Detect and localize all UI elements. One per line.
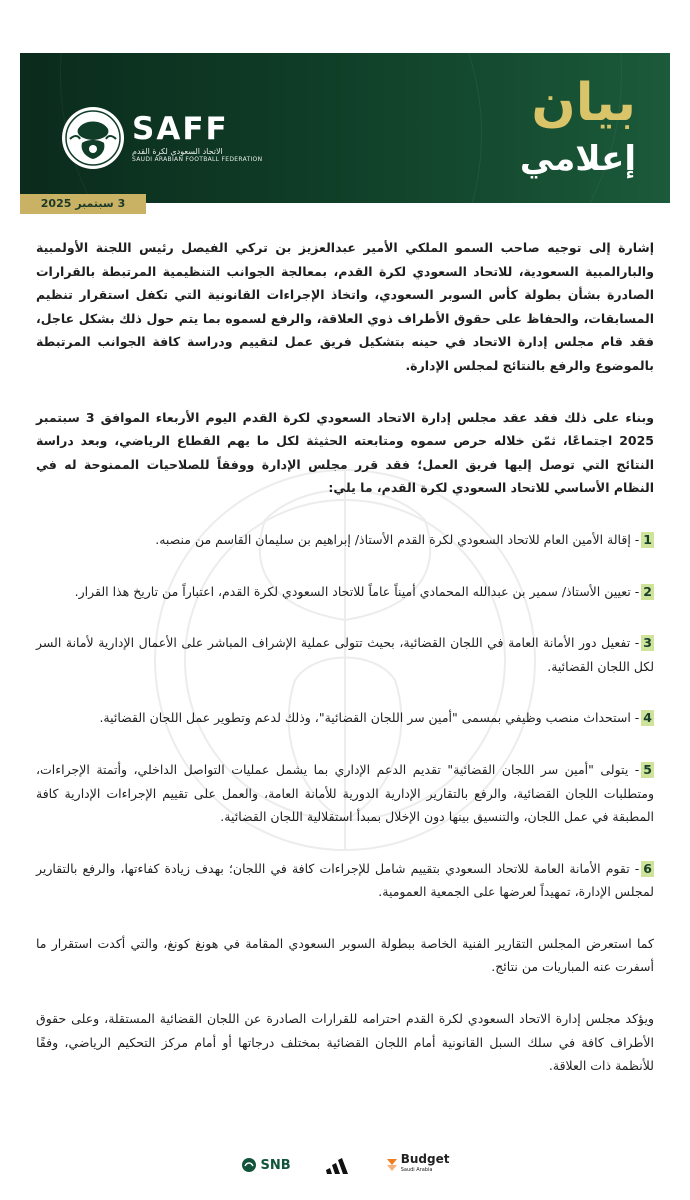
decision-number: 1 (643, 531, 652, 547)
decision-item (36, 631, 654, 678)
sponsor-budget-region: Saudi Arabia (400, 1167, 433, 1173)
decision-text: - تقوم الأمانة العامة للاتحاد السعودي بتقييم شامل للإجراءات كافة في اللجان؛ بهدف زيادة كفاءتها، والرفع بالتقارير لمجلس الإدارة، تمهيداً لعرضها على الجمعية العمومية. (36, 860, 654, 900)
decision-number: 4 (643, 710, 652, 726)
sponsor-snb-label: SNB (260, 1157, 291, 1173)
intro-paragraph: إشارة إلى توجيه صاحب السمو الملكي الأمير عبدالعزيز بن تركي الفيصل رئيس اللجنة الأولمبية والبارالمبية السعودية، للاتحاد السعودي لكرة القدم، بمعالجة الجوانب التنظيمية المرتبطة بالقرارات الصادرة بشأن بطولة كأس السوبر السعودي، واتخاذ الإجراءات القانونية التي تكفل استقرار تنظيم المسابقات، والحفاظ على حقوق الأطراف ذوي العلاقة، والرفع لسموه بما يتم حول ذلك بشكل عاجل، فقد قام مجلس إدارة الاتحاد في حينه بتشكيل فريق عمل لتقييم ودراسة كافة الجوانب المرتبطة بالموضوع والرفع بالنتائج لمجلس الإدارة. (36, 240, 654, 373)
decision-number: 6 (643, 860, 652, 876)
adidas-logo-icon (325, 1156, 353, 1174)
decision-text: - استحداث منصب وظيفي بمسمى "أمين سر اللجان القضائية"، وذلك لدعم وتطوير عمل اللجان القضائية. (99, 710, 640, 726)
page-subtitle: إعلامي (519, 139, 636, 179)
sponsor-budget (387, 1154, 450, 1176)
decision-number: 5 (643, 761, 652, 777)
decision-item (36, 758, 654, 829)
decision-text: - يتولى "أمين سر اللجان القضائية" تقديم الدعم الإداري بما يشمل عمليات التواصل الداخلي، وأتمتة الإجراءات، ومتطلبات اللجان القضائية، والرفع بالتقارير الإدارية الدورية للأمانة العامة، والعمل على تقييم الإجراءات الإدارية كافة المطبقة في عمل اللجان، والتنسيق بينها دون الإخلال بمبدأ استقلالية اللجان القضائية. (36, 761, 654, 825)
header-banner (20, 53, 670, 203)
intro-paragraph: وبناء على ذلك فقد عقد مجلس إدارة الاتحاد السعودي لكرة القدم اليوم الأربعاء الموافق 3 سبتمبر 2025 اجتماعًا، ثمّن خلاله حرص سموه ومتابعته الحثيثة لكل ما يهم القطاع الرياضي، وبعد دراسة النتائج التي توصل إليها فريق العمل؛ فقد قرر مجلس الإدارة ووفقاً للصلاحيات الممنوحة له في النظام الأساسي للاتحاد السعودي لكرة القدم، ما يلي: (36, 409, 655, 496)
decision-item (36, 706, 654, 730)
decision-number: 3 (643, 635, 652, 651)
sponsor-budget-name: Budget (400, 1152, 450, 1166)
snb-logo-icon (241, 1157, 257, 1173)
decision-text: - تفعيل دور الأمانة العامة في اللجان القضائية، بحيث تتولى عملية الإشراف المباشر على الأعمال الإدارية لأمانة السر لكل اللجان القضائية. (36, 635, 654, 674)
decision-text: - تعيين الأستاذ/ سمير بن عبدالله المحمادي أميناً عاماً للاتحاد السعودي لكرة القدم، اعتباراً من تاريخ هذا القرار. (74, 583, 640, 599)
decision-item (36, 580, 654, 604)
decision-item (36, 528, 654, 552)
decision-number: 2 (643, 583, 652, 599)
saff-logo (60, 105, 262, 171)
sponsor-bar (0, 1152, 690, 1178)
logo-english-name: SAUDI ARABIAN FOOTBALL FEDERATION (132, 156, 263, 163)
closing-paragraph: ويؤكد مجلس إدارة الاتحاد السعودي لكرة القدم احترامه للقرارات الصادرة عن اللجان القضائية المستقلة، وعلى حقوق الأطراف كافة في سلك السبل القانونية أمام اللجان القضائية بمختلف درجاتها أو أمام مركز التحكيم الرياضي، وفقًا للأنظمة ذات العلاقة. (36, 1011, 654, 1074)
saff-emblem-icon (60, 105, 126, 171)
page-title: بيان (531, 73, 636, 133)
decision-text: - إقالة الأمين العام للاتحاد السعودي لكرة القدم الأستاذ/ إبراهيم بن سليمان القاسم من منصبه. (155, 531, 640, 547)
closing-paragraph: كما استعرض المجلس التقارير الفنية الخاصة ببطولة السوبر السعودي المقامة في هونغ كونغ، والتي أكدت استقرار ما أسفرت عنه المباريات من نتائج. (36, 935, 654, 975)
sponsor-snb (241, 1157, 291, 1173)
logo-wordmark: SAFF (132, 111, 229, 147)
sponsor-adidas (325, 1156, 353, 1174)
budget-logo-icon (387, 1159, 397, 1171)
sponsor-budget-label (401, 1154, 450, 1176)
statement-body (36, 236, 654, 1078)
date-badge: 3 سبتمبر 2025 (20, 194, 146, 214)
logo-arabic-name: الاتحاد السعودي لكرة القدم (132, 147, 223, 156)
decision-item (36, 857, 654, 904)
